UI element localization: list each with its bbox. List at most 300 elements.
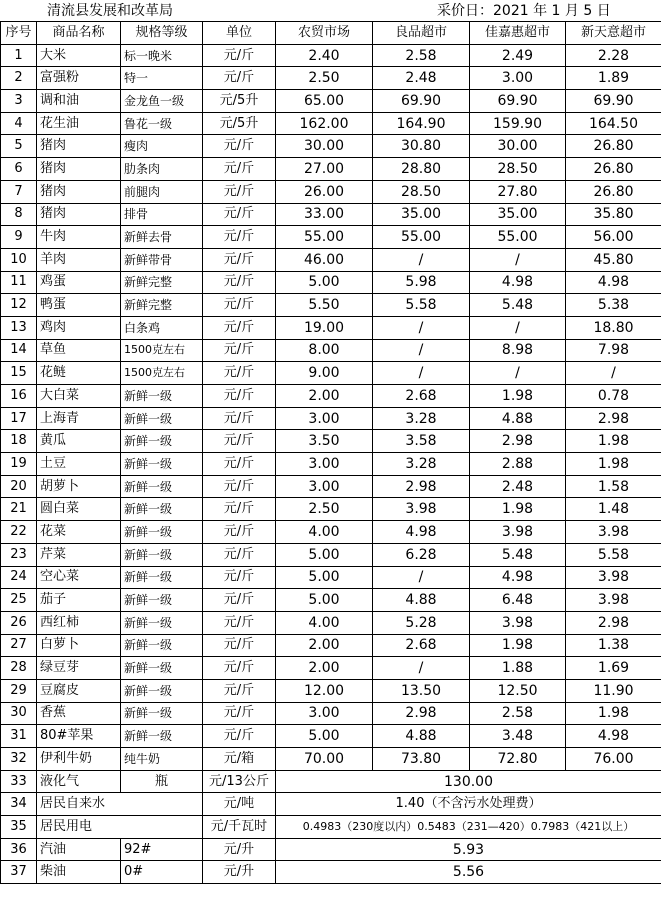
product-name: 土豆 xyxy=(37,453,121,476)
product-name: 花菜 xyxy=(37,521,121,544)
price-xintianyi: 76.00 xyxy=(566,748,661,771)
unified-price: 0.4983（230度以内）0.5483（231—420）0.7983（421以上） xyxy=(276,816,661,839)
price-market: 5.00 xyxy=(276,725,373,748)
row-number: 32 xyxy=(1,748,37,771)
product-grade: 新鲜去骨 xyxy=(121,226,203,249)
price-liangpin: 5.28 xyxy=(373,611,470,634)
price-market: 19.00 xyxy=(276,316,373,339)
price-xintianyi: 11.90 xyxy=(566,679,661,702)
survey-date: 采价日：2021 年 1 月 5 日 xyxy=(437,3,611,19)
price-xintianyi: 0.78 xyxy=(566,385,661,408)
price-jiajiahui: 5.48 xyxy=(470,294,566,317)
price-jiajiahui: 35.00 xyxy=(470,203,566,226)
product-name: 茄子 xyxy=(37,589,121,612)
price-xintianyi: 3.98 xyxy=(566,589,661,612)
product-name: 猪肉 xyxy=(37,135,121,158)
row-number: 23 xyxy=(1,543,37,566)
price-liangpin: 30.80 xyxy=(373,135,470,158)
price-xintianyi: 26.80 xyxy=(566,180,661,203)
product-grade: 新鲜一级 xyxy=(121,521,203,544)
price-liangpin: 35.00 xyxy=(373,203,470,226)
product-unit: 元/斤 xyxy=(203,135,276,158)
table-row xyxy=(1,203,661,226)
table-row xyxy=(1,566,661,589)
row-number: 20 xyxy=(1,475,37,498)
product-unit: 元/斤 xyxy=(203,634,276,657)
product-grade: 白条鸡 xyxy=(121,316,203,339)
product-grade: 新鲜一级 xyxy=(121,543,203,566)
price-jiajiahui: 8.98 xyxy=(470,339,566,362)
price-liangpin: 2.58 xyxy=(373,44,470,67)
price-xintianyi: 3.98 xyxy=(566,566,661,589)
row-number: 3 xyxy=(1,90,37,113)
price-jiajiahui: 55.00 xyxy=(470,226,566,249)
product-name: 空心菜 xyxy=(37,566,121,589)
price-jiajiahui: 2.58 xyxy=(470,702,566,725)
price-xintianyi: 1.98 xyxy=(566,702,661,725)
row-number: 33 xyxy=(1,770,37,793)
product-name: 大白菜 xyxy=(37,385,121,408)
row-number: 9 xyxy=(1,226,37,249)
price-jiajiahui: / xyxy=(470,362,566,385)
product-unit: 元/斤 xyxy=(203,430,276,453)
price-market: 5.00 xyxy=(276,589,373,612)
price-market: 5.00 xyxy=(276,271,373,294)
product-unit: 元/斤 xyxy=(203,407,276,430)
product-grade: 肋条肉 xyxy=(121,158,203,181)
product-unit: 元/斤 xyxy=(203,67,276,90)
price-xintianyi: 26.80 xyxy=(566,158,661,181)
row-number: 21 xyxy=(1,498,37,521)
row-number: 10 xyxy=(1,248,37,271)
price-jiajiahui: 1.98 xyxy=(470,498,566,521)
price-jiajiahui: 27.80 xyxy=(470,180,566,203)
product-grade: 新鲜一级 xyxy=(121,725,203,748)
product-name: 富强粉 xyxy=(37,67,121,90)
product-name: 猪肉 xyxy=(37,203,121,226)
row-number: 34 xyxy=(1,793,37,816)
table-row xyxy=(1,385,661,408)
row-number: 25 xyxy=(1,589,37,612)
row-number: 4 xyxy=(1,112,37,135)
table-row xyxy=(1,112,661,135)
row-number: 17 xyxy=(1,407,37,430)
price-liangpin: 2.98 xyxy=(373,475,470,498)
table-row xyxy=(1,430,661,453)
col-header-market: 农贸市场 xyxy=(276,22,373,45)
product-grade: 新鲜一级 xyxy=(121,702,203,725)
product-name: 胡萝卜 xyxy=(37,475,121,498)
row-number: 11 xyxy=(1,271,37,294)
price-table xyxy=(0,21,661,884)
row-number: 28 xyxy=(1,657,37,680)
product-name: 调和油 xyxy=(37,90,121,113)
table-row xyxy=(1,316,661,339)
table-row xyxy=(1,67,661,90)
product-unit: 元/斤 xyxy=(203,316,276,339)
price-market: 3.00 xyxy=(276,475,373,498)
table-row xyxy=(1,226,661,249)
price-liangpin: 3.98 xyxy=(373,498,470,521)
price-xintianyi: 1.48 xyxy=(566,498,661,521)
price-market: 2.50 xyxy=(276,67,373,90)
table-row xyxy=(1,770,661,793)
product-unit: 元/吨 xyxy=(203,793,276,816)
product-name: 80#苹果 xyxy=(37,725,121,748)
unified-price: 1.40（不含污水处理费） xyxy=(276,793,661,816)
product-name: 居民自来水 xyxy=(37,793,203,816)
price-market: 27.00 xyxy=(276,158,373,181)
product-grade: 新鲜一级 xyxy=(121,453,203,476)
price-xintianyi: 69.90 xyxy=(566,90,661,113)
row-number: 1 xyxy=(1,44,37,67)
price-jiajiahui: 3.98 xyxy=(470,521,566,544)
product-unit: 元/斤 xyxy=(203,385,276,408)
price-xintianyi: 7.98 xyxy=(566,339,661,362)
product-name: 伊利牛奶 xyxy=(37,748,121,771)
price-market: 4.00 xyxy=(276,521,373,544)
product-unit: 元/5升 xyxy=(203,90,276,113)
price-liangpin: / xyxy=(373,316,470,339)
price-liangpin: 73.80 xyxy=(373,748,470,771)
price-market: 2.40 xyxy=(276,44,373,67)
unified-price: 5.93 xyxy=(276,838,661,861)
price-market: 5.50 xyxy=(276,294,373,317)
table-row xyxy=(1,816,661,839)
price-xintianyi: 4.98 xyxy=(566,271,661,294)
price-jiajiahui: 5.48 xyxy=(470,543,566,566)
price-jiajiahui: 1.88 xyxy=(470,657,566,680)
product-grade: 纯牛奶 xyxy=(121,748,203,771)
product-grade: 新鲜一级 xyxy=(121,566,203,589)
table-row xyxy=(1,90,661,113)
price-liangpin: 6.28 xyxy=(373,543,470,566)
table-row xyxy=(1,793,661,816)
row-number: 16 xyxy=(1,385,37,408)
price-jiajiahui: 1.98 xyxy=(470,634,566,657)
table-row xyxy=(1,44,661,67)
product-grade: 金龙鱼一级 xyxy=(121,90,203,113)
product-unit: 元/升 xyxy=(203,861,276,884)
price-xintianyi: 4.98 xyxy=(566,725,661,748)
row-number: 7 xyxy=(1,180,37,203)
price-xintianyi: 35.80 xyxy=(566,203,661,226)
price-market: 3.50 xyxy=(276,430,373,453)
product-unit: 元/斤 xyxy=(203,271,276,294)
table-row xyxy=(1,180,661,203)
product-grade: 新鲜一级 xyxy=(121,679,203,702)
price-market: 12.00 xyxy=(276,679,373,702)
price-xintianyi: 26.80 xyxy=(566,135,661,158)
product-name: 液化气 xyxy=(37,770,121,793)
price-market: 3.00 xyxy=(276,407,373,430)
price-market: 2.00 xyxy=(276,657,373,680)
product-grade: 新鲜一级 xyxy=(121,657,203,680)
price-jiajiahui: 2.98 xyxy=(470,430,566,453)
price-market: 30.00 xyxy=(276,135,373,158)
price-market: 4.00 xyxy=(276,611,373,634)
price-market: 46.00 xyxy=(276,248,373,271)
price-xintianyi: 1.58 xyxy=(566,475,661,498)
price-market: 8.00 xyxy=(276,339,373,362)
product-unit: 元/斤 xyxy=(203,543,276,566)
product-unit: 元/斤 xyxy=(203,566,276,589)
price-liangpin: 5.98 xyxy=(373,271,470,294)
table-row xyxy=(1,725,661,748)
product-grade: 前腿肉 xyxy=(121,180,203,203)
price-xintianyi: 45.80 xyxy=(566,248,661,271)
price-jiajiahui: 3.98 xyxy=(470,611,566,634)
price-xintianyi: 2.98 xyxy=(566,611,661,634)
product-name: 圆白菜 xyxy=(37,498,121,521)
price-liangpin: / xyxy=(373,248,470,271)
product-grade: 0# xyxy=(121,861,203,884)
product-unit: 元/斤 xyxy=(203,158,276,181)
product-unit: 元/斤 xyxy=(203,203,276,226)
product-unit: 元/5升 xyxy=(203,112,276,135)
product-name: 芹菜 xyxy=(37,543,121,566)
product-grade: 排骨 xyxy=(121,203,203,226)
table-row xyxy=(1,271,661,294)
product-grade: 新鲜一级 xyxy=(121,589,203,612)
price-xintianyi: 1.89 xyxy=(566,67,661,90)
price-market: 5.00 xyxy=(276,543,373,566)
product-name: 羊肉 xyxy=(37,248,121,271)
price-market: 162.00 xyxy=(276,112,373,135)
row-number: 24 xyxy=(1,566,37,589)
product-name: 大米 xyxy=(37,44,121,67)
price-liangpin: 28.80 xyxy=(373,158,470,181)
row-number: 35 xyxy=(1,816,37,839)
row-number: 19 xyxy=(1,453,37,476)
row-number: 22 xyxy=(1,521,37,544)
product-name: 鸡蛋 xyxy=(37,271,121,294)
product-grade: 标一晚米 xyxy=(121,44,203,67)
price-liangpin: 3.28 xyxy=(373,453,470,476)
price-jiajiahui: 2.88 xyxy=(470,453,566,476)
product-unit: 元/斤 xyxy=(203,702,276,725)
price-liangpin: / xyxy=(373,339,470,362)
price-market: 2.50 xyxy=(276,498,373,521)
price-jiajiahui: 4.98 xyxy=(470,566,566,589)
row-number: 37 xyxy=(1,861,37,884)
price-xintianyi: 1.38 xyxy=(566,634,661,657)
product-unit: 元/箱 xyxy=(203,748,276,771)
table-row xyxy=(1,589,661,612)
price-market: 9.00 xyxy=(276,362,373,385)
table-row xyxy=(1,657,661,680)
table-row xyxy=(1,748,661,771)
col-header-grade: 规格等级 xyxy=(121,22,203,45)
price-market: 2.00 xyxy=(276,385,373,408)
price-jiajiahui: / xyxy=(470,316,566,339)
col-header-unit: 单位 xyxy=(203,22,276,45)
row-number: 5 xyxy=(1,135,37,158)
price-jiajiahui: 1.98 xyxy=(470,385,566,408)
price-liangpin: 2.48 xyxy=(373,67,470,90)
price-xintianyi: 3.98 xyxy=(566,521,661,544)
row-number: 26 xyxy=(1,611,37,634)
price-xintianyi: 164.50 xyxy=(566,112,661,135)
product-unit: 元/斤 xyxy=(203,248,276,271)
table-row xyxy=(1,453,661,476)
product-unit: 元/斤 xyxy=(203,294,276,317)
product-grade: 1500克左右 xyxy=(121,362,203,385)
product-name: 绿豆芽 xyxy=(37,657,121,680)
row-number: 18 xyxy=(1,430,37,453)
row-number: 14 xyxy=(1,339,37,362)
product-name: 猪肉 xyxy=(37,158,121,181)
product-grade: 1500克左右 xyxy=(121,339,203,362)
table-row xyxy=(1,294,661,317)
price-liangpin: 69.90 xyxy=(373,90,470,113)
price-jiajiahui: 3.00 xyxy=(470,67,566,90)
product-grade: 新鲜一级 xyxy=(121,407,203,430)
product-unit: 元/斤 xyxy=(203,453,276,476)
product-grade: 特一 xyxy=(121,67,203,90)
product-name: 鸭蛋 xyxy=(37,294,121,317)
price-market: 65.00 xyxy=(276,90,373,113)
product-grade: 新鲜一级 xyxy=(121,475,203,498)
table-row xyxy=(1,339,661,362)
product-grade: 新鲜一级 xyxy=(121,634,203,657)
price-liangpin: 2.98 xyxy=(373,702,470,725)
table-row xyxy=(1,634,661,657)
product-unit: 元/千瓦时 xyxy=(203,816,276,839)
row-number: 15 xyxy=(1,362,37,385)
row-number: 6 xyxy=(1,158,37,181)
row-number: 30 xyxy=(1,702,37,725)
product-unit: 元/斤 xyxy=(203,362,276,385)
product-grade: 新鲜一级 xyxy=(121,385,203,408)
product-grade: 瘦肉 xyxy=(121,135,203,158)
price-market: 26.00 xyxy=(276,180,373,203)
product-grade: 新鲜一级 xyxy=(121,498,203,521)
price-xintianyi: 2.98 xyxy=(566,407,661,430)
product-name: 白萝卜 xyxy=(37,634,121,657)
table-row xyxy=(1,521,661,544)
product-grade: 新鲜完整 xyxy=(121,294,203,317)
price-jiajiahui: 30.00 xyxy=(470,135,566,158)
price-market: 70.00 xyxy=(276,748,373,771)
price-xintianyi: 5.38 xyxy=(566,294,661,317)
product-grade: 鲁花一级 xyxy=(121,112,203,135)
price-market: 5.00 xyxy=(276,566,373,589)
price-liangpin: / xyxy=(373,362,470,385)
product-unit: 元/斤 xyxy=(203,226,276,249)
price-liangpin: / xyxy=(373,657,470,680)
table-row xyxy=(1,702,661,725)
product-grade: 瓶 xyxy=(121,770,203,793)
price-xintianyi: 1.98 xyxy=(566,430,661,453)
col-header-no: 序号 xyxy=(1,22,37,45)
col-header-jiajiahui: 佳嘉惠超市 xyxy=(470,22,566,45)
price-jiajiahui: 3.48 xyxy=(470,725,566,748)
product-unit: 元/斤 xyxy=(203,611,276,634)
unified-price: 5.56 xyxy=(276,861,661,884)
price-market: 33.00 xyxy=(276,203,373,226)
price-liangpin: 28.50 xyxy=(373,180,470,203)
table-header-row xyxy=(1,22,661,45)
price-jiajiahui: 4.98 xyxy=(470,271,566,294)
price-jiajiahui: 28.50 xyxy=(470,158,566,181)
price-jiajiahui: 6.48 xyxy=(470,589,566,612)
price-xintianyi: 1.98 xyxy=(566,453,661,476)
product-grade: 新鲜一级 xyxy=(121,611,203,634)
product-unit: 元/斤 xyxy=(203,475,276,498)
product-unit: 元/斤 xyxy=(203,725,276,748)
table-row xyxy=(1,543,661,566)
price-liangpin: 4.88 xyxy=(373,725,470,748)
price-liangpin: 2.68 xyxy=(373,385,470,408)
table-row xyxy=(1,158,661,181)
col-header-xintianyi: 新天意超市 xyxy=(566,22,661,45)
product-unit: 元/斤 xyxy=(203,339,276,362)
price-market: 3.00 xyxy=(276,702,373,725)
col-header-name: 商品名称 xyxy=(37,22,121,45)
product-name: 居民用电 xyxy=(37,816,203,839)
price-xintianyi: 18.80 xyxy=(566,316,661,339)
product-name: 鸡肉 xyxy=(37,316,121,339)
table-row xyxy=(1,475,661,498)
table-row xyxy=(1,679,661,702)
product-name: 草鱼 xyxy=(37,339,121,362)
product-name: 牛肉 xyxy=(37,226,121,249)
product-name: 花生油 xyxy=(37,112,121,135)
product-grade: 新鲜完整 xyxy=(121,271,203,294)
price-jiajiahui: / xyxy=(470,248,566,271)
price-liangpin: 5.58 xyxy=(373,294,470,317)
row-number: 12 xyxy=(1,294,37,317)
price-xintianyi: 5.58 xyxy=(566,543,661,566)
product-name: 猪肉 xyxy=(37,180,121,203)
unified-price: 130.00 xyxy=(276,770,661,793)
price-jiajiahui: 69.90 xyxy=(470,90,566,113)
price-jiajiahui: 4.88 xyxy=(470,407,566,430)
product-grade: 92# xyxy=(121,838,203,861)
price-jiajiahui: 2.49 xyxy=(470,44,566,67)
product-name: 汽油 xyxy=(37,838,121,861)
table-row xyxy=(1,248,661,271)
product-grade: 新鲜一级 xyxy=(121,430,203,453)
product-name: 花鲢 xyxy=(37,362,121,385)
price-xintianyi: / xyxy=(566,362,661,385)
row-number: 8 xyxy=(1,203,37,226)
product-name: 香蕉 xyxy=(37,702,121,725)
price-liangpin: 4.98 xyxy=(373,521,470,544)
row-number: 13 xyxy=(1,316,37,339)
row-number: 36 xyxy=(1,838,37,861)
product-grade: 新鲜带骨 xyxy=(121,248,203,271)
product-unit: 元/升 xyxy=(203,838,276,861)
product-unit: 元/斤 xyxy=(203,44,276,67)
product-unit: 元/13公斤 xyxy=(203,770,276,793)
price-xintianyi: 2.28 xyxy=(566,44,661,67)
price-xintianyi: 1.69 xyxy=(566,657,661,680)
row-number: 27 xyxy=(1,634,37,657)
price-liangpin: 3.28 xyxy=(373,407,470,430)
price-jiajiahui: 159.90 xyxy=(470,112,566,135)
price-liangpin: 2.68 xyxy=(373,634,470,657)
price-jiajiahui: 2.48 xyxy=(470,475,566,498)
product-unit: 元/斤 xyxy=(203,498,276,521)
table-row xyxy=(1,498,661,521)
row-number: 29 xyxy=(1,679,37,702)
product-name: 黄瓜 xyxy=(37,430,121,453)
product-unit: 元/斤 xyxy=(203,657,276,680)
table-row xyxy=(1,135,661,158)
product-name: 柴油 xyxy=(37,861,121,884)
